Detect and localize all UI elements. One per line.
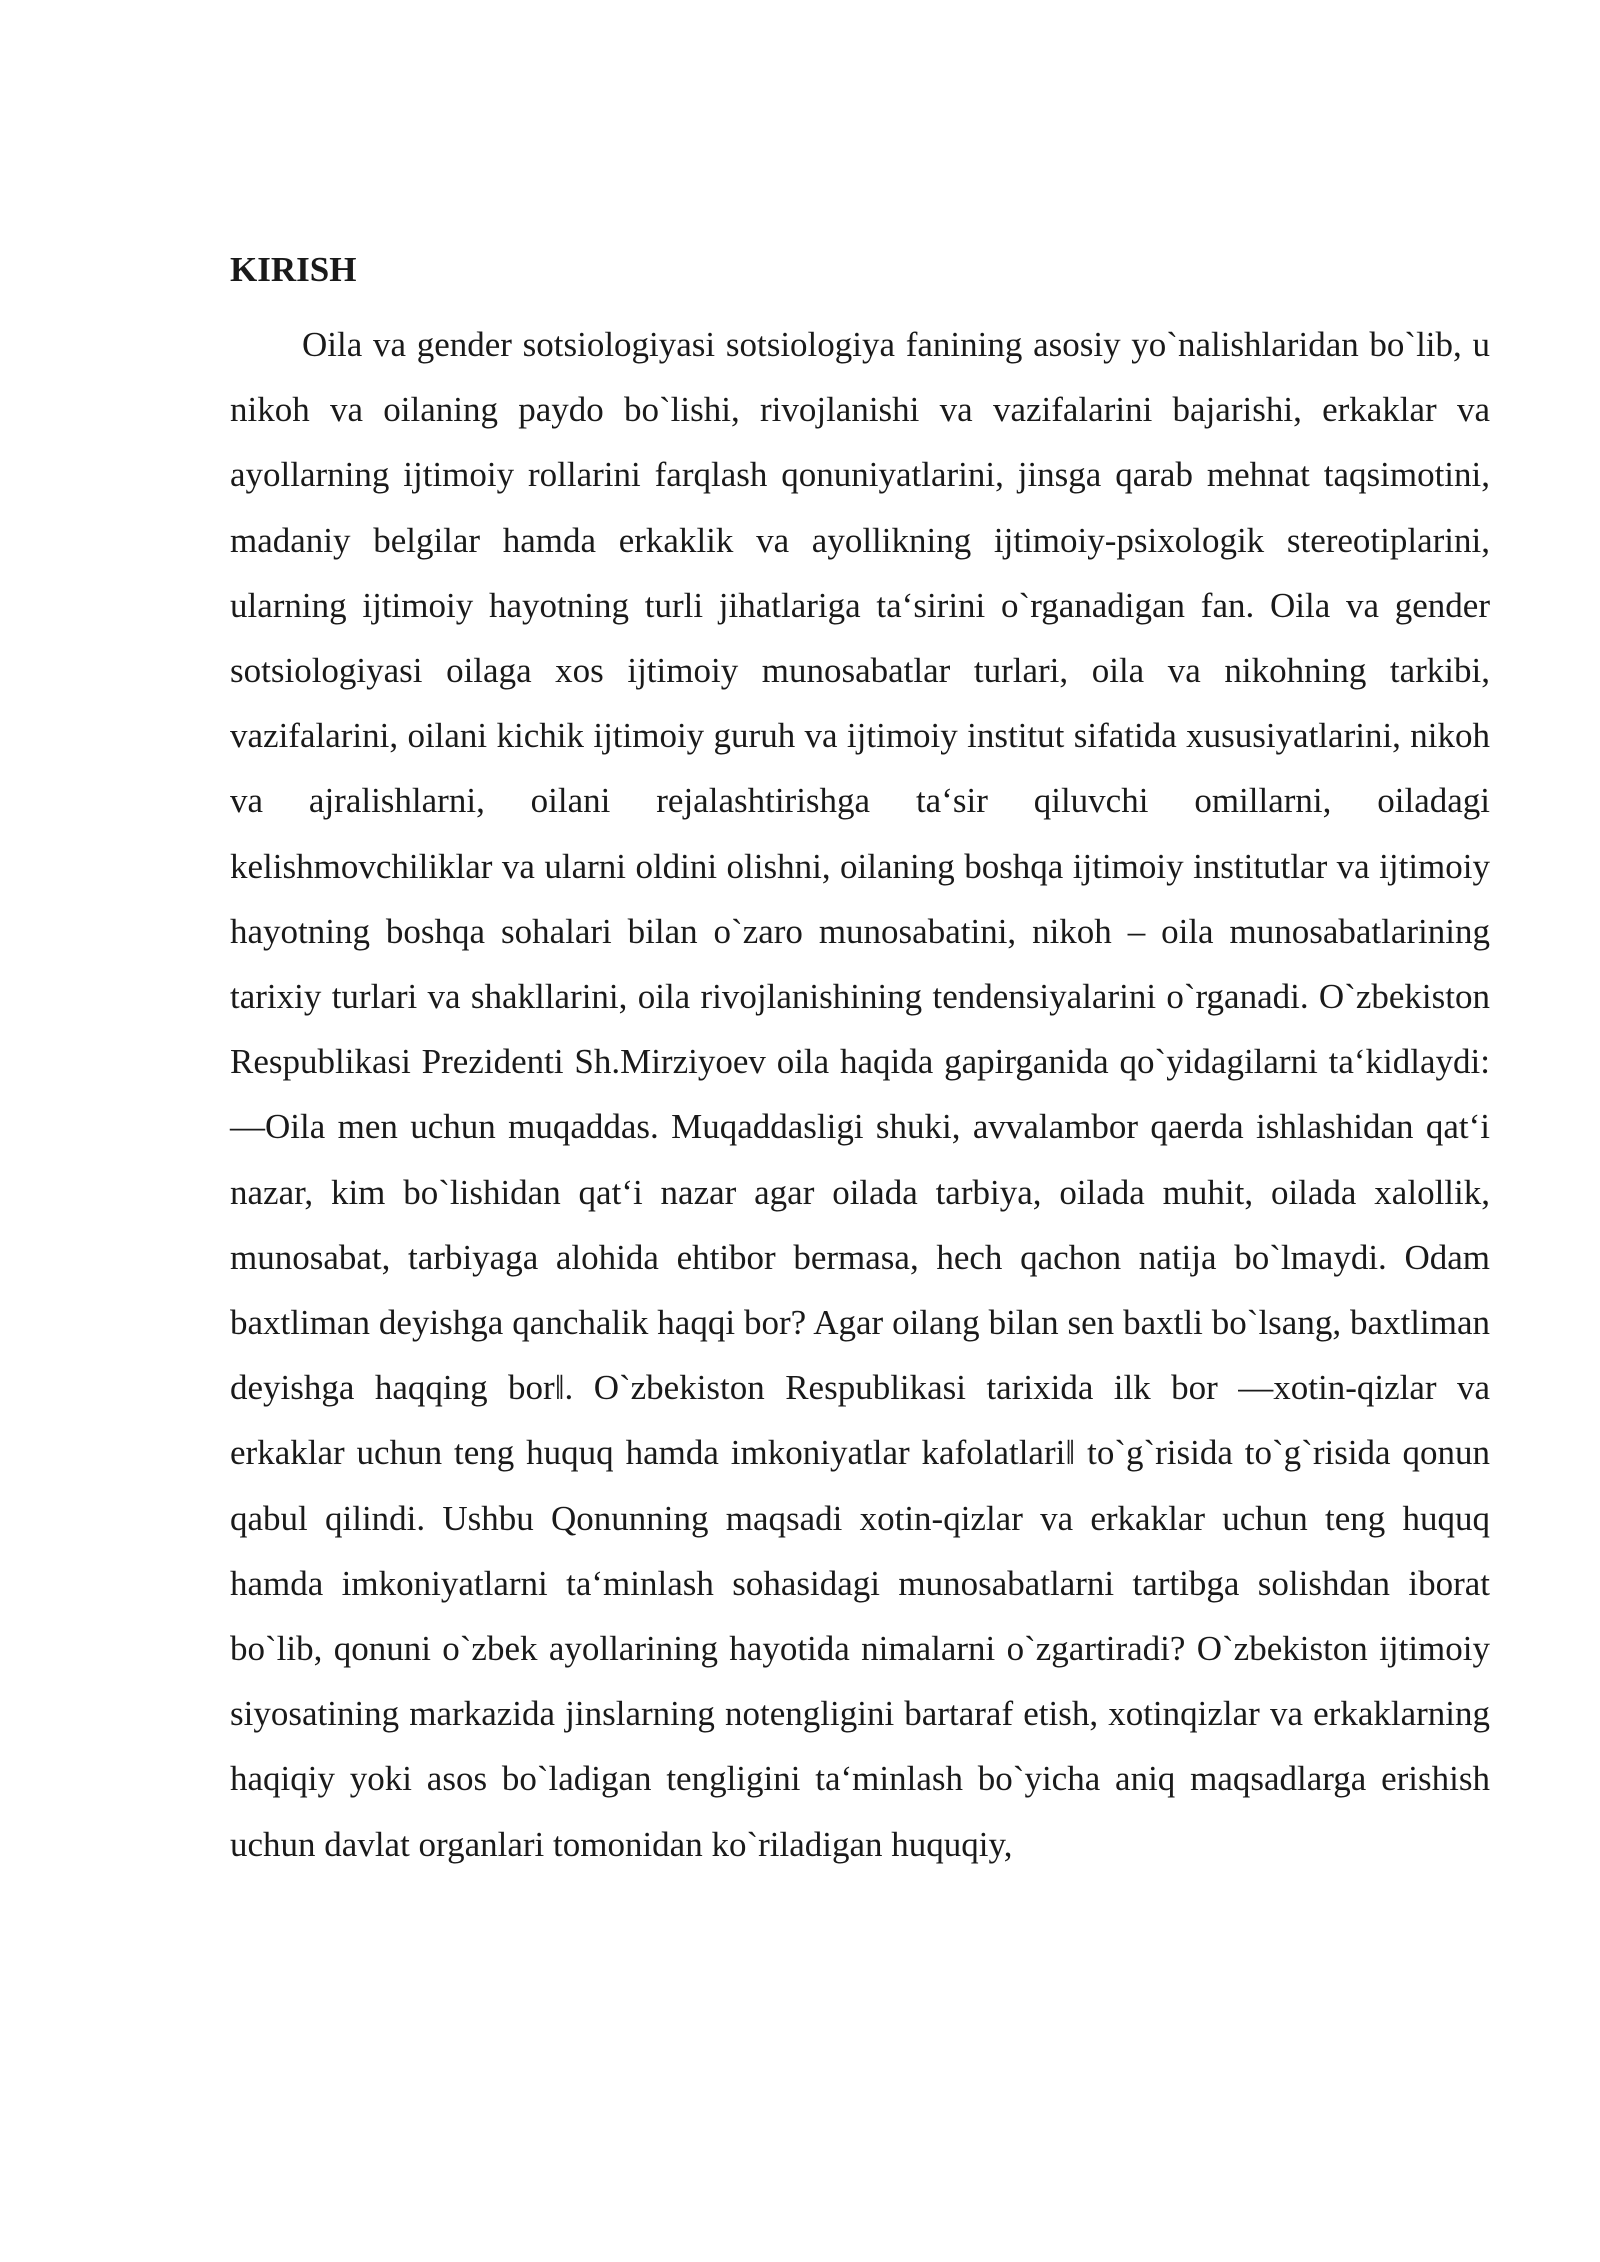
page-content xyxy=(230,248,1490,1877)
body-paragraph: Oila va gender sotsiologiyasi sotsiologiya fanining asosiy yo`nalishlaridan bo`lib, u nikoh va oilaning paydo bo`lishi, rivojlanishi va vazifalarini bajarishi, erkaklar va ayollarning ijtimoiy rollarini farqlash qonuniyatlarini, jinsga qarab mehnat taqsimotini, madaniy belgilar hamda erkaklik va ayollikning ijtimoiy-psixologik stereotiplarini, ularning ijtimoiy hayotning turli jihatlariga ta‘sirini o`rganadigan fan. Oila va gender sotsiologiyasi oilaga xos ijtimoiy munosabatlar turlari, oila va nikohning tarkibi, vazifalarini, oilani kichik ijtimoiy guruh va ijtimoiy institut sifatida xususiyatlarini, nikoh va ajralishlarni, oilani rejalashtirishga ta‘sir qiluvchi omillarni, oiladagi kelishmovchiliklar va ularni oldini olishni, oilaning boshqa ijtimoiy institutlar va ijtimoiy hayotning boshqa sohalari bilan o`zaro munosabatini, nikoh – oila munosabatlarining tarixiy turlari va shakllarini, oila rivojlanishining tendensiyalarini o`rganadi. O`zbekiston Respublikasi Prezidenti Sh.Mirziyoev oila haqida gapirganida qo`yidagilarni ta‘kidlaydi: ―Oila men uchun muqaddas. Muqaddasligi shuki, avvalambor qaerda ishlashidan qat‘i nazar, kim bo`lishidan qat‘i nazar agar oilada tarbiya, oilada muhit, oilada xalollik, munosabat, tarbiyaga alohida ehtibor bermasa, hech qachon natija bo`lmaydi. Odam baxtliman deyishga qanchalik haqqi bor? Agar oilang bilan sen baxtli bo`lsang, baxtliman deyishga haqqing bor‖. O`zbekiston Respublikasi tarixida ilk bor ―xotin-qizlar va erkaklar uchun teng huquq hamda imkoniyatlar kafolatlari‖ to`g`risida to`g`risida qonun qabul qilindi. Ushbu Qonunning maqsadi xotin-qizlar va erkaklar uchun teng huquq hamda imkoniyatlarni ta‘minlash sohasidagi munosabatlarni tartibga solishdan iborat bo`lib, qonuni o`zbek ayollarining hayotida nimalarni o`zgartiradi? O`zbekiston ijtimoiy siyosatining markazida jinslarning notengligini bartaraf etish, xotinqizlar va erkaklarning haqiqiy yoki asos bo`ladigan tengligini ta‘minlash bo`yicha aniq maqsadlarga erishish uchun davlat organlari tomonidan ko`riladigan huquqiy, xyxy=(230,325,1490,1864)
section-heading: KIRISH xyxy=(230,250,357,289)
